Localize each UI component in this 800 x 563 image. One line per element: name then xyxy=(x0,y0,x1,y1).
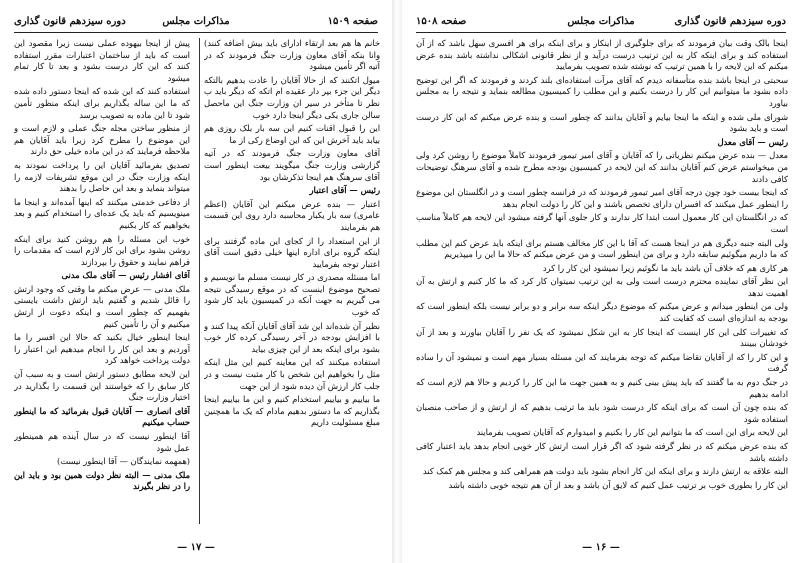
paragraph: که بنده چون آن است که برای اینکه کار درست شود باید ما ترتیب بدهیم که از ارتش و از صاحب منصبان استفاده شود xyxy=(416,402,788,424)
paragraph: در جنگ دوم به ما گفتند که باید پیش بینی کنیم و به همین جهت ما این کار را کردیم و حالا هم لازم است که ادامه بدهیم xyxy=(416,377,788,399)
paragraph: آقای معاون وزارت جنگ فرمودند که در آتیه گزارشی وزارت جنگ میگویند بیعت اینطور است آقای سرهنگ هم اینجا تذکرشان بود xyxy=(204,148,380,182)
paragraph: ملک مدنی — عرض میکنم ما وقتی که وجود ارتش را قائل شدیم و گفتیم باید ارتش داشت بایستی بفهمیم که چطور است و اینکه دعوت از ارتش میکنیم و آن را تأمین کنیم xyxy=(14,283,190,329)
paragraph: استفاده میکنند که این معاینه کنیم این مثل اینکه مثل را بخواهیم این شخص با کار مثبت نیست و در جلب کار ارزش آن دیده شود از این جهت xyxy=(204,357,380,391)
paragraph: اما مسئله مصدری در کار نیست مسلم ما نویسیم و تصحیح موضوع اینست که در موقع رسیدگی نتیجه می گیریم به جهت آنکه در کمیسیون باید کار شود که خوب xyxy=(204,272,380,318)
paragraph: سحبتی در اینجا باشد بنده متأسفانه دیدم که آقای مرآت استفاده‌ای بلند کردند و فرمودند که اگر این توضیح داده بشود ما میتوانیم این کار را درست بکنیم و این مطلب را کمیسیون مطالعه بنماید و نتیجه را به مجلس بیاورد xyxy=(416,74,788,108)
paragraph: تصدیق بفرمائید آقایان این را پرداخت نمودند به اینکه وزارت جنگ در این موقع تشریفات لازمه را میتواند بنماید و بعد این حاصل را بدهند xyxy=(14,159,190,194)
page-number: — ۱۶ — xyxy=(582,542,620,553)
column-left xyxy=(14,38,190,524)
paragraph: ولی من اینطور میدانم و عرض میکنم که موضوع دیگر اینکه سه برابر و دو برابر نیست بلکه اینطور است که بودجه به اندازه‌ای است که کفایت کند xyxy=(416,301,788,324)
header-rule xyxy=(14,32,378,33)
speaker-line: رئیس — آقای معدل xyxy=(717,136,788,147)
paragraph: این لایحه برای این است که ما بتوانیم این کار را بکنیم و امیدوارم که آقایان تصویب بفرمایند xyxy=(476,427,788,438)
left-page xyxy=(0,0,392,563)
paragraph: معدل — بنده عرض میکنم نظریاتی را که آقایان و آقای امیر تیمور فرمودند کاملاً موضوع را روشن کرد ولی من میخواستم عرض کنم آقایان بدانند که این لایحه در کمیسیون بودجه مطرح شده و آقای سرهنگ توضیحات کافی دادند xyxy=(416,150,788,184)
paragraph: این نظر آقای نماینده محترم درست است ولی به این ترتیب نمیتوان کار کرد که ما کار کنیم و ارتش به آن اهمیت ندهد xyxy=(416,276,788,298)
paragraph: ولی البته جنبه دیگری هم در اینجا هست که آقا با این کار مخالف هستم برای اینکه باید عرض کنم این مطلب که ما داریم میگوئیم سابقه دارد و برای من اینطور است و من عرض میکنم که حالا ما این را میپذیریم xyxy=(416,237,788,260)
page-label: صفحه ۱۵۰۹ xyxy=(327,16,378,27)
right-page xyxy=(402,0,800,563)
column-divider xyxy=(199,38,200,524)
paragraph: از دفاعی خدمتی میکنند که اینها آمده‌اند و اینجا ما مینویسیم که باید یک عده‌ای را استخدام کنیم و بعد بخواهیم که کار بکنیم xyxy=(14,196,190,230)
paragraph: پیش از اینجا بیهوده عملی نیست زیرا مقصود این است که باید از ساختمان اعتبارات مقرر استفاده کنند که این کار درست بشود و بعد تا کار تمام میشود xyxy=(14,38,190,83)
paragraph: که بنده عرض میکنم که در نظر گرفته شود که اگر قرار است ارتش کار خوبی انجام بدهد باید اعتبار کافی داشته باشد xyxy=(416,441,788,463)
paragraph: این کار را بطوری خوب بر ترتیب عمل کنیم که لایق آن باشد و بعد از آن هم نتیجه خوبی داشته باشد xyxy=(448,479,788,490)
paragraph: که اینجا بیست خود چون درجه آقای امیر تیمور فرمودند که در فرانسه چطور است و در انگلستان این موضوع را اینطور عمل میکنند که افسران دارای تخصص باشند و این کار را دولت انجام بدهد xyxy=(416,187,788,209)
speaker-line: ملک مدنی — البته نظر دولت همین بود و باید این را در نظر بگیرند xyxy=(14,469,190,492)
paragraph: از این استعداد را از کجای این ماده گرفتند برای اینکه گروه برای اداره اینها خیلی دقیق است آقای اعتبار توجه بفرمایید xyxy=(204,235,380,269)
paragraph: خانم ها هم بعد ارتقاء ادارای باید بیش اضافه کنند) وانا بنکه آقای معاون وزارت جنگ فرمودند که در آتیه اگر تأمین میشود xyxy=(204,38,380,72)
paragraph: (همهمه نمایندگان — آقا اینطور نیست) xyxy=(57,456,190,467)
header-rule xyxy=(416,32,786,33)
page-header xyxy=(14,14,378,30)
paragraph: و این کار را که از آقایان تقاضا میکنم که توجه بفرمایند که این مسئله بسیار مهم است و نمیشود آن را ساده گرفت xyxy=(416,351,788,374)
speaker-line: رئیس — آقای اعتبار xyxy=(309,185,380,196)
session-label: دوره سیزدهم قانون گذاری xyxy=(14,16,126,27)
paragraph: اعتبار — بنده عرض میکنم این آقایان (اعظم عامری) سه بار یکبار محاسبه دارد روی این قسمت هم بفرمایند xyxy=(204,198,380,232)
paragraph: ما بیاییم و بیاییم استخدام کنیم و این ما بیاییم اینجا بگذاریم که ما دستور بدهیم مادام که یک ما همچنین مبلغ مسئولیت داریم xyxy=(204,394,380,428)
paragraph: شورای ملی شده و اینکه ما اینجا بیایم و آقایان بدانند که چطور است و بنده عرض میکنم که این کار درست است و باید بشود xyxy=(416,111,788,134)
body-column xyxy=(416,38,788,524)
page-title: مذاکرات مجلس xyxy=(567,16,635,27)
paragraph: از منظور ساختن مجله جنگ عملی و لازم است و این موضوع را مطرح کرد زیرا باید آقایان هم ملاحظه فرمایند که در این ماده خیلی حق دارند xyxy=(14,123,190,157)
column-right xyxy=(204,38,380,524)
book-gutter xyxy=(392,0,402,563)
paragraph: این را قبول اقنات کنیم این سه بار بلک روزی هم بیابد باید آخرش این که این اوضاع رکی از ما xyxy=(204,123,380,145)
paragraph: هر کاری هم که خلاف آن باشد باید ما نگوئیم زیرا نمیشود این کار را کرد xyxy=(542,262,788,273)
paragraph: آقا اینطور نیست که در سال آینده هم همینطور عمل شود xyxy=(14,431,190,453)
paragraph: استفاده کنند که این شده که اینجا دستور داده شده که ما این ساله بگذاریم برای اینکه منظور تأمین شود تا این ماده به تصویب برسد xyxy=(14,86,190,120)
speaker-line: آقای افشار رئیس — آقای ملک مدنی xyxy=(61,270,190,281)
paragraph: این لایحه مطابق دستور ارتش است و به سبب آن کار سابق را که خواستند این قسمت را بگذارید در اختیار وزارت جنگ xyxy=(14,369,190,403)
speaker-line: آقای انصاری — آقایان قبول بفرمائید که ما اینطور حساب میکنیم xyxy=(14,405,190,428)
page-label: صفحه ۱۵۰۸ xyxy=(416,16,467,27)
paragraph: میول اتکنند که از حالا آقایان را عادت بدهیم بالتکه دیگر این جزء بپر دار عقیده ام اتکه که دیگر باید ب نظر تا متأخر در سیر ان وزارت جنگ این ماحصل سالن جاری یکی دیگر اینجا دارد خوب xyxy=(204,74,380,120)
paragraph: البته علاقه به ارتش دارند و برای اینکه این کار انجام بشود باید دولت هم همراهی کند و مجلس هم کمک کند xyxy=(422,466,788,477)
paragraph: که تغییرات کلی این کار اینست که اینجا کار به این شکل نمیشود که یک نفر را آقایان بیاورند و بعد از آن خودشان ببینند xyxy=(416,326,788,349)
page-title: مذاکرات مجلس xyxy=(162,16,230,27)
session-label: دوره سیزدهم قانون گذاری xyxy=(674,16,786,27)
paragraph: اینجا اینطور خیال بکنید که حالا این افسر را ما آوردیم و بعد این کار را انجام میدهیم این اعتبار را دولت پرداخت خواهد کرد xyxy=(14,332,190,366)
paragraph: که در انگلستان این کار معمول است ابتدا کار ندارند و کار جلوی آنها گرفته میشود این لایحه هم کاملاً مناسب است xyxy=(416,212,788,234)
paragraph: نظیر آن شده‌اند این شد آقای آقایان آنکه پیدا کنند و با افزایش بودجه در آخر رسیدگی کرده کار خوب بشود برای اینکه بعد از این چیزی بیاید xyxy=(204,320,380,354)
paragraph: اینجا بالک وقت بیان فرمودند که برای جلوگیری از اینکار و برای اینکه برای هر افسری سهل باشد که از آن استفاده کند و برای اینکه کار به این ترتیب درست درآید و از نظر قانونی اشکالی نداشته باشد بنده عرض میکنم که این لایحه را با همین ترتیب که نوشته شده تصویب بفرمایید xyxy=(416,38,788,72)
paragraph: خوب این مسئله را هم روشن کنید برای اینکه روشن بشود برای این کار لازم است که مقدمات را فراهم نمایند و حقوق را بپردازند xyxy=(14,233,190,267)
page-header xyxy=(416,14,786,30)
page-number: — ۱۷ — xyxy=(177,542,215,553)
